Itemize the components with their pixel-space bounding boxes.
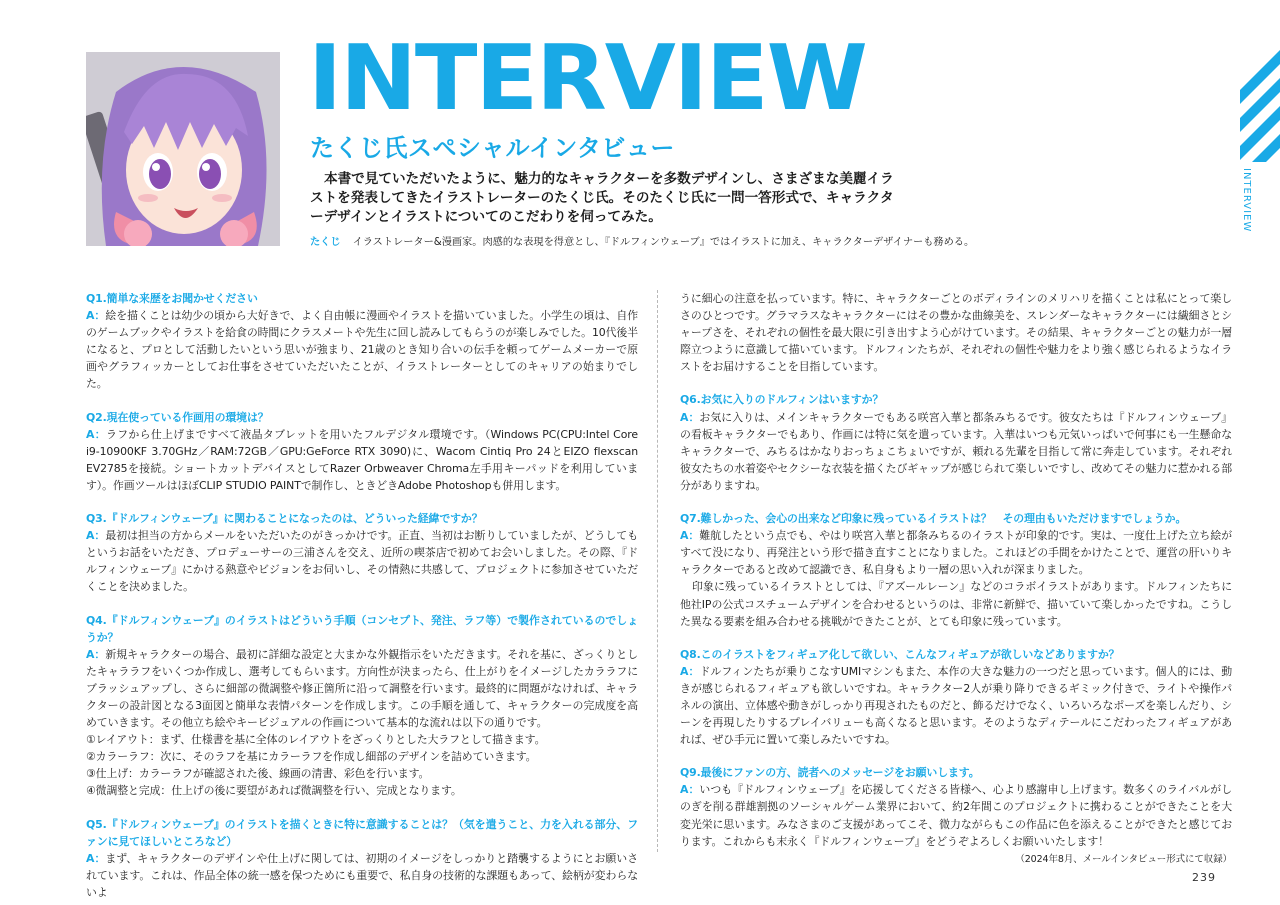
question-4: Q4.『ドルフィンウェーブ』のイラストはどういう手順（コンセプト、発注、ラフ等）で製作されているのでしょうか？ bbox=[86, 613, 638, 644]
answer-text: お気に入りは、メインキャラクターでもある咲宮入華と都条みちるです。彼女たちは『ドルフィンウェーブ』の看板キャラクターでもあり、作画には特に気を遣っています。入華はいつも元気いっぱいで何事にも一生懸命なキャラクターで、みちるはかなりおっちょこちょいですが、頼れる先輩を目指して常に奔走しています。それぞれ彼女たちの水着姿やセクシーな衣装を描くたびギャップが感じられて楽しいですし、改めてその魅力に惹かれる部分がありますね。 bbox=[680, 410, 1232, 492]
stripe-decoration bbox=[1240, 50, 1280, 162]
column-divider bbox=[657, 290, 658, 852]
answer-text: 最初は担当の方からメールをいただいたのがきっかけです。正直、当初はお断りしていましたが、どうしてもというお話をいただき、プロデューサーの三浦さんを交え、近所の喫茶店で初めてお会いしました。その際、『ドルフィンウェーブ』にかける熱意やビジョンをお伺いし、その情熱に共感して、プロジェクトに参加させていただくことを決めました。 bbox=[86, 529, 638, 594]
answer-label: A： bbox=[680, 783, 700, 797]
author-bio: イラストレーター&漫画家。肉感的な表現を得意とし、『ドルフィンウェーブ』ではイラストに加え、キャラクターデザイナーも務める。 bbox=[352, 237, 975, 248]
answer-label: A： bbox=[86, 851, 106, 865]
answer-6 bbox=[680, 409, 1232, 494]
answer-label: A： bbox=[86, 309, 106, 323]
answer-8 bbox=[680, 663, 1232, 748]
answer-7-paragraph-2: 印象に残っているイラストとしては、『アズールレーン』などのコラボイラストがあります。ドルフィンたちに他社IPの公式コスチュームデザインを合わせるというのは、非常に新鮮で、描いていて楽しかったですね。こうした異なる要素を組み合わせる挑戦ができたことが、とても印象に残っています。 bbox=[680, 580, 1232, 628]
answer-label: A： bbox=[680, 410, 700, 424]
answer-2 bbox=[86, 426, 638, 494]
recording-credit: （2024年8月、メールインタビュー形式にて収録） bbox=[1015, 853, 1232, 865]
answer-5 bbox=[86, 850, 638, 901]
answer-text: 絵を描くことは幼少の頃から大好きで、よく自由帳に漫画やイラストを描いていました。小学生の頃は、自作のゲームブックやイラストを給食の時間にクラスメートや先生に回し読みしてもらうのが楽しみでした。10代後半になると、プロとして活動したいという思いが強まり、21歳のとき知り合いの伝手を頼ってゲームメーカーで原画やグラフィッカーとしてお仕事をさせていただいたことが、イラストレーターとしてのキャリアの始まりでした。 bbox=[86, 309, 638, 391]
lead-paragraph: 本書で見ていただいたように、魅力的なキャラクターを多数デザインし、さまざまな美麗イラストを発表してきたイラストレーターのたくじ氏。そのたくじ氏に一問一答形式で、キャラクターデザインとイラストについてのこだわりを伺ってみた。 bbox=[310, 171, 894, 225]
author-profile bbox=[310, 233, 974, 248]
answer-text: ラフから仕上げまですべて液晶タブレットを用いたフルデジタル環境です。（Windows PC(CPU:Intel Core i9-10900KF 3.70GHz／RAM:72GB／GPU:GeForce RTX 3090)に、Wacom Cintiq Pro 24とEIZO flexscan EV2785を接続。ショートカットデバイスとしてRazer Orbweaver Chroma左手用キーパッドを利用しています）。作画ツールはほぼCLIP STUDIO PAINTで制作し、ときどきAdobe Photoshopも併用します。 bbox=[86, 427, 638, 492]
process-step: ③仕上げ：カラーラフが確認された後、線画の清書、彩色を行います。 bbox=[86, 767, 430, 781]
process-step: ②カラーラフ：次に、そのラフを基にカラーラフを作成し細部のデザインを詰めていきます。 bbox=[86, 750, 537, 764]
answer-label: A： bbox=[680, 664, 700, 678]
side-section-label: INTERVIEW bbox=[1241, 168, 1252, 233]
answer-4 bbox=[86, 646, 638, 731]
answer-text: いつも『ドルフィンウェーブ』を応援してくださる皆様へ、心より感謝申し上げます。数多くのライバルがしのぎを削る群雄割拠のソーシャルゲーム業界において、約2年間このプロジェクトに携わることができたことを大変光栄に思います。みなさまのご支援があってこそ、微力ながらもこの作品に色を添えることができたと感じております。これからも末永く『ドルフィンウェーブ』をどうぞよろしくお願いいたします！ bbox=[680, 783, 1232, 848]
question-1: Q1.簡単な来歴をお聞かせください bbox=[86, 292, 258, 305]
answer-label: A： bbox=[86, 529, 106, 543]
answer-text: ドルフィンたちが乗りこなすUMIマシンもまた、本作の大きな魅力の一つだと思っています。個人的には、動きが感じられるフィギュアも欲しいですね。キャラクター2人が乗り降りできるギミック付きで、ライトや操作パネルの演出、立体感や動きがしっかり再現されたものだと、飾るだけでなく、いろいろなポーズを楽しんだり、シーンを再現したりするプレイバリューも高くなると思います。そのようなディテールにこだわったフィギュアがあれば、ぜひ手元に置いて楽しみたいですね。 bbox=[680, 664, 1232, 747]
question-6: Q6.お気に入りのドルフィンはいますか？ bbox=[680, 393, 884, 407]
answer-text: 難航したという点でも、やはり咲宮入華と都条みちるのイラストが印象的です。実は、一度仕上げた立ち絵がすべて没になり、再発注という形で描き直すことになりました。これほどの手間をかけたことで、運営の肝いりキャラクターであると改めて認識でき、私自身もより一層の思い入れが深まりました。 bbox=[680, 529, 1233, 577]
question-7: Q7.難しかった、会心の出来など印象に残っているイラストは？ その理由もいただけますでしょうか。 bbox=[680, 512, 1187, 526]
question-9: Q9.最後にファンの方、読者へのメッセージをお願いします。 bbox=[680, 766, 980, 780]
author-name: たくじ bbox=[310, 237, 341, 248]
page-subtitle: たくじ氏スペシャルインタビュー bbox=[310, 134, 675, 162]
answer-label: A： bbox=[86, 647, 106, 661]
interview-column-left bbox=[86, 290, 638, 901]
answer-7 bbox=[680, 527, 1232, 578]
interview-column-right bbox=[680, 290, 1232, 868]
answer-3 bbox=[86, 527, 638, 595]
page-title: INTERVIEW bbox=[308, 26, 866, 131]
process-step: ①レイアウト：まず、仕様書を基に全体のレイアウトをざっくりとした大ラフとして描きます。 bbox=[86, 733, 546, 747]
process-step: ④微調整と完成：仕上げの後に要望があれば微調整を行い、完成となります。 bbox=[86, 784, 462, 798]
page-number: 239 bbox=[1192, 871, 1216, 884]
answer-5-continued: うに細心の注意を払っています。特に、キャラクターごとのボディラインのメリハリを描くことは私にとって楽しさのひとつです。グラマラスなキャラクターにはその豊かな曲線美を、スレンダーなキャラクターには繊細さとシャープさを、それぞれの個性を最大限に引き出すよう心がけています。その結果、キャラクターごとの魅力が一層際立つように意識して描いています。ドルフィンたちが、それぞれの個性や魅力をより強く感じられるようなイラストをお届けすることを目指しています。 bbox=[680, 292, 1232, 374]
question-5: Q5.『ドルフィンウェーブ』のイラストを描くときに特に意識することは？（気を遣うこと、力を入れる部分、ファンに見てほしいところなど） bbox=[86, 817, 638, 848]
answer-text: 新規キャラクターの場合、最初に詳細な設定と大まかな外観指示をいただきます。それを基に、ざっくりとしたキャララフをいくつか作成し、選考してもらいます。方向性が決まったら、仕上がりをイメージしたカララフにブラッシュアップし、さらに細部の微調整や修正箇所に沿って調整を行います。最終的に問題がなければ、キャラクターの設計図となる3面図と簡単な表情パターンを作成します。この手順を通して、キャラクターの完成度を高めていきます。その他立ち絵やキービジュアルの作画について基本的な流れは以下の通りです。 bbox=[86, 647, 638, 730]
author-portrait-illustration bbox=[86, 52, 280, 246]
answer-label: A： bbox=[680, 529, 700, 543]
answer-text: まず、キャラクターのデザインや仕上げに関しては、初期のイメージをしっかりと踏襲するようにとお願いされています。これは、作品全体の統一感を保つためにも重要で、私自身の技術的な課題もあって、絵柄が変わらないよ bbox=[86, 851, 638, 899]
answer-9 bbox=[680, 781, 1232, 849]
answer-1 bbox=[86, 307, 638, 392]
question-3: Q3.『ドルフィンウェーブ』に関わることになったのは、どういった経緯ですか？ bbox=[86, 512, 483, 526]
answer-label: A： bbox=[86, 427, 106, 441]
question-2: Q2.現在使っている作画用の環境は？ bbox=[86, 410, 269, 424]
question-8: Q8.このイラストをフィギュア化して欲しい、こんなフィギュアが欲しいなどありますか？ bbox=[680, 647, 1120, 661]
